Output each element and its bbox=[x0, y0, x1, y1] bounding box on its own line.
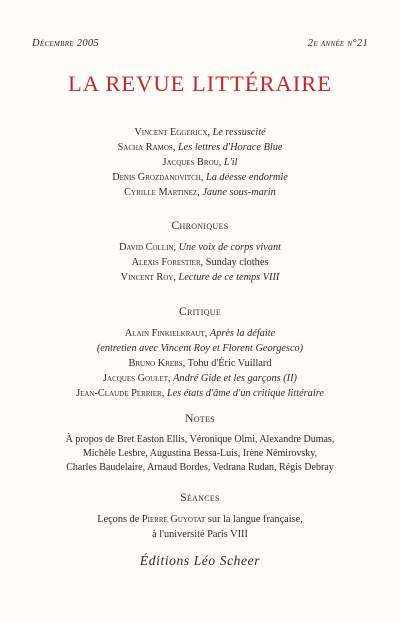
contents-entry: Jacques Brou, L'il bbox=[162, 157, 238, 168]
contents-entry: Jacques Goulet, André Gide et les garçons (II) bbox=[103, 373, 297, 384]
contents-entry: Alain Finkielkraut, Après la défaite bbox=[124, 328, 276, 339]
section-heading: Notes bbox=[185, 413, 215, 425]
contents-entry: (entretien avec Vincent Roy et Florent Georgesco) bbox=[96, 343, 304, 354]
publisher-name: Éditions Léo Scheer bbox=[139, 553, 261, 568]
contents-entry: Bruno Krebs, Tohu d'Éric Vuillard bbox=[128, 358, 272, 369]
issue-number: 2e année n°21 bbox=[307, 38, 368, 49]
notes-text: À propos de Bret Easton Ellis, Véronique Olmi, Alexandre Dumas, Michèle Lesbre, Augustina Bessa-Luis, Irène Némirovsky, Charles Baudelaire, Arnaud Bordes, Vedrana Rudan, Régis Debray bbox=[65, 434, 335, 473]
contents-entry: Jean-Claude Perrier, Les états d'âme d'un critique littéraire bbox=[76, 388, 324, 399]
contents-entry: Vincent Roy, Lecture de ce temps VIII bbox=[120, 272, 280, 283]
chroniques-section bbox=[0, 219, 400, 285]
contents-entry: Cyrille Martinez, Jaune sous-marin bbox=[124, 187, 276, 198]
section-heading: Critique bbox=[178, 306, 222, 318]
contents-entry: Vincent Eggericx, Le ressuscité bbox=[134, 127, 266, 138]
contents-entry: Sacha Ramos, Les lettres d'Horace Blue bbox=[117, 142, 283, 153]
section-heading: Séances bbox=[180, 492, 220, 504]
seances-line-1: Leçons de Pierre Guyotat sur la langue française, bbox=[97, 514, 303, 525]
critique-section bbox=[0, 305, 400, 401]
section-heading: Chroniques bbox=[171, 220, 229, 232]
journal-title: LA REVUE LITTÉRAIRE bbox=[68, 71, 332, 96]
issue-date: Décembre 2005 bbox=[32, 38, 99, 49]
contents-entry: Alexis Forestier, Sunday clothes bbox=[131, 257, 269, 268]
main-contents bbox=[0, 125, 400, 200]
contents-entry: David Collin, Une voix de corps vivant bbox=[119, 242, 281, 253]
notes-section bbox=[0, 412, 400, 475]
contents-entry: Denis Grozdanovitch, La déesse endormie bbox=[112, 172, 288, 183]
seances-section bbox=[0, 491, 400, 542]
seances-line-2: à l'université Paris VIII bbox=[152, 529, 248, 540]
